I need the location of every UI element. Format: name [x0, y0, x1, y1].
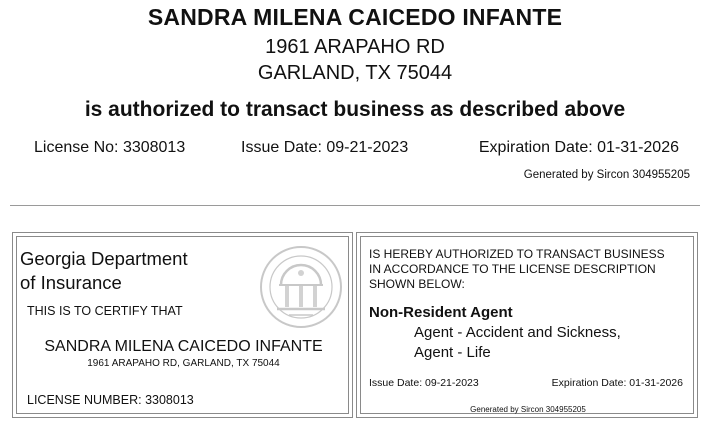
card-holder-name: SANDRA MILENA CAICEDO INFANTE	[44, 338, 323, 355]
license-number-text: License No: 3308013	[34, 139, 186, 156]
license-card-right	[356, 232, 698, 418]
holder-address-line1: 1961 ARAPAHO RD	[265, 36, 445, 58]
authorization-heading-line2: IN ACCORDANCE TO THE LICENSE DESCRIPTION	[369, 262, 656, 276]
holder-address-line2: GARLAND, TX 75044	[257, 62, 453, 84]
certify-text: THIS IS TO CERTIFY THAT	[27, 304, 183, 318]
generated-by-text: Generated by Sircon 304955205	[523, 169, 690, 181]
issue-date-text: Issue Date: 09-21-2023	[241, 139, 409, 156]
authorization-heading-line1: IS HEREBY AUTHORIZED TO TRANSACT BUSINESS	[369, 247, 665, 261]
card-holder-address: 1961 ARAPAHO RD, GARLAND, TX 75044	[87, 358, 280, 369]
card-generated-by: Generated by Sircon 304955205	[470, 405, 586, 414]
holder-name-heading: SANDRA MILENA CAICEDO INFANTE	[147, 4, 563, 30]
card-issue-date: Issue Date: 09-21-2023	[369, 377, 479, 389]
expiration-date-text: Expiration Date: 01-31-2026	[478, 139, 679, 156]
department-name-line1: Georgia Department	[20, 248, 188, 269]
department-name-line2: of Insurance	[20, 272, 122, 293]
divider	[10, 205, 700, 206]
authorization-heading-line3: SHOWN BELOW:	[369, 277, 465, 291]
georgia-state-seal-icon	[259, 245, 343, 329]
card-expiration-date: Expiration Date: 01-31-2026	[551, 377, 683, 389]
card-license-number: LICENSE NUMBER: 3308013	[27, 393, 194, 407]
license-card-left	[12, 232, 353, 418]
line-of-authority-item: Agent - Accident and Sickness,	[414, 324, 621, 341]
line-of-authority-item: Agent - Life	[414, 344, 491, 361]
license-class: Non-Resident Agent	[369, 304, 513, 321]
authorization-statement: is authorized to transact business as described above	[84, 98, 626, 121]
